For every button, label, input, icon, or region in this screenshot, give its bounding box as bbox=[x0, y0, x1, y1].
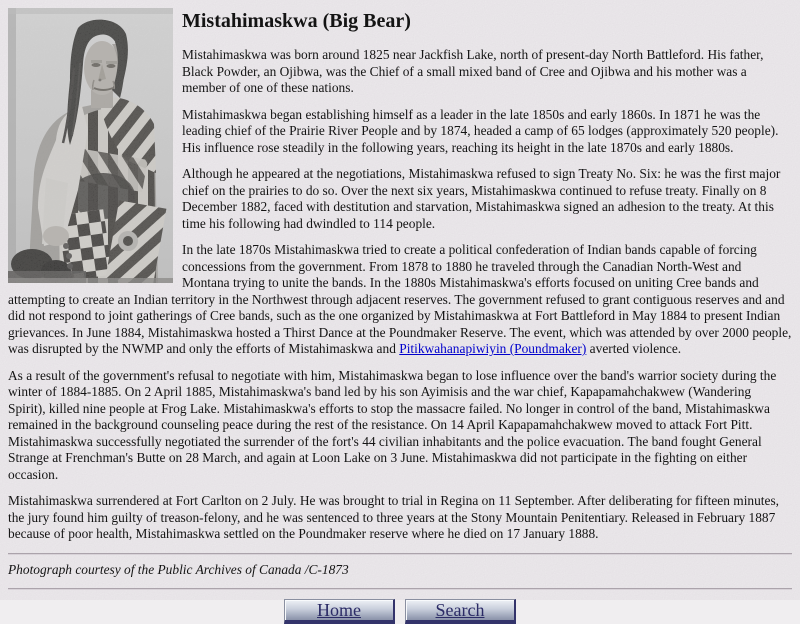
article-paragraph-1: Mistahimaskwa was born around 1825 near Jackfish Lake, north of present-day North Battleford. His father, Black Powder, an Ojibwa, was the Chief of a small mixed band of Cree and Ojibwa and his mother was a member of one of these nations. bbox=[182, 47, 764, 95]
article-paragraph-6: Mistahimaskwa surrendered at Fort Carlton on 2 July. He was brought to trial in Regina on 11 September. After deliberating for fifteen minutes, the jury found him guilty of treason-felony, and he was sentenced to three years at the Stony Mountain Penitentiary. Released in February 1887 because of poor health, Mistahimaskwa settled on the Poundmaker reserve where he died on 17 January 1888. bbox=[8, 493, 780, 541]
poundmaker-link[interactable]: Pitikwahanapiwiyin (Poundmaker) bbox=[399, 341, 587, 356]
nav-button-row bbox=[8, 599, 792, 624]
big-bear-photo bbox=[8, 8, 173, 283]
page-title: Mistahimaskwa (Big Bear) bbox=[182, 10, 411, 32]
divider-top bbox=[8, 553, 792, 555]
paragraph-4-text-before: In the late 1870s Mistahimaskwa tried to create a political confederation of Indian bands capable of forcing concessions from the government. From 1878 to 1880 he traveled through the Canadian North-West and Montana trying to unite the bands. In the 1880s Mistahimaskwa's efforts focused on uniting Cree bands and attempting to create an Indian territory in the Northwest through adjacent reserves. The government refused to grant contiguous reserves and and did not respond to joint gatherings of Cree bands, such as the one organized by Mistahimaskwa at Fort Battleford in May 1884 to present Indian grievances. In June 1884, Mistahimaskwa hosted a Thirst Dance at the Poundmaker Reserve. The event, which was attended by over 2000 people, was disrupted by the NWMP and only the efforts of Mistahimaskwa and bbox=[8, 242, 792, 356]
divider-bottom bbox=[8, 588, 792, 590]
paragraph-4-text-after: averted violence. bbox=[586, 341, 682, 356]
search-button[interactable]: Search bbox=[405, 599, 516, 624]
home-button[interactable]: Home bbox=[284, 599, 395, 624]
article-paragraph-5: As a result of the government's refusal to negotiate with him, Mistahimaskwa began to lose influence over the band's warrior society during the winter of 1884-1885. On 2 April 1885, Mistahimaskwa's band led by his son Ayimisis and the war chief, Kapapamahchakwew (Wandering Spirit), killed nine people at Frog Lake. Mistahimaskwa's efforts to stop the massacre failed. No longer in control of the band, Mistahimaskwa remained in the background counseling peace during the rest of the resistance. On 14 April Kapapamahchakwew moved to attack Fort Pitt. Mistahimaskwa successfully negotiated the surrender of the fort's 44 civilian inhabitants and the police evacuation. The band fought General Strange at Frenchman's Butte on 28 March, and again at Loon Lake on 3 June. Mistahimaskwa did not participate in the fighting on either occasion. bbox=[8, 367, 777, 482]
article-paragraph-3: Although he appeared at the negotiations, Mistahimaskwa refused to sign Treaty No. Six: he was the first major chief on the prairies to do so. Over the next six years, Mistahimaskwa continued to refuse treaty. Finally on 8 December 1882, faced with destitution and starvation, Mistahimaskwa signed an adhesion to the treaty. At this time his following had dwindled to 114 people. bbox=[182, 166, 781, 231]
article-paragraph-2: Mistahimaskwa began establishing himself as a leader in the late 1850s and early 1860s. In 1871 he was the leading chief of the Prairie River People and by 1874, headed a camp of 65 lodges (approximately 520 people). His influence rose steadily in the following years, reaching its height in the late 1870s and early 1880s. bbox=[182, 106, 779, 155]
photo-credit: Photograph courtesy of the Public Archives of Canada /C-1873 bbox=[8, 561, 349, 577]
